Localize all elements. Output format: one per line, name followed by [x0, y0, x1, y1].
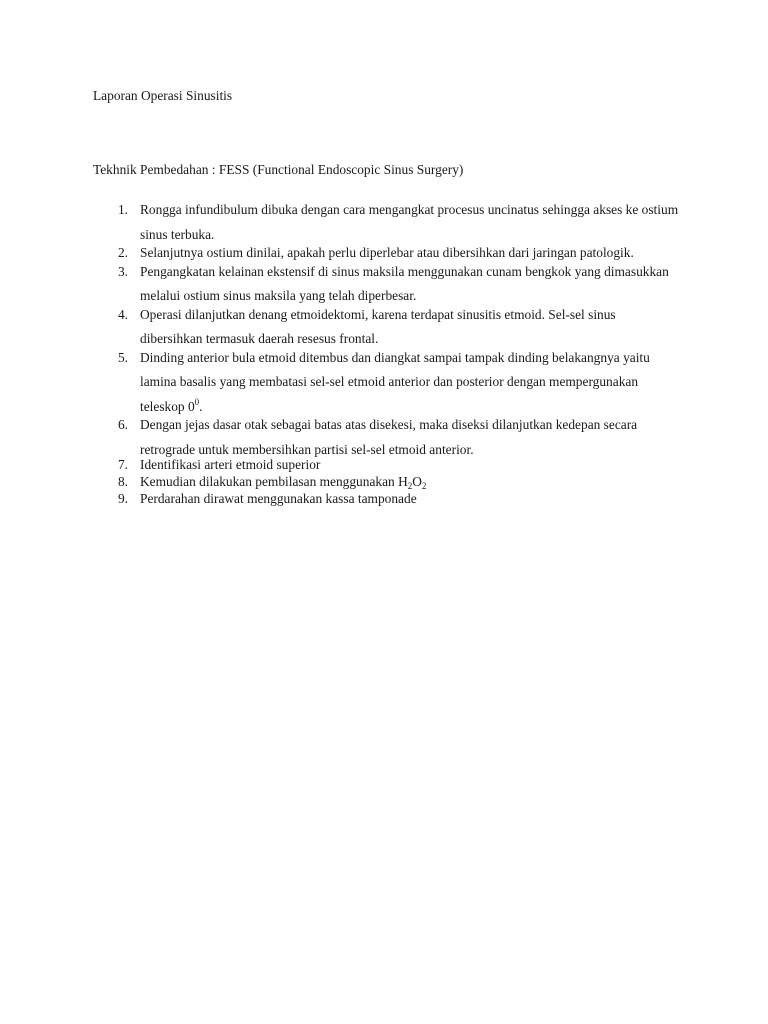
list-item-text: Selanjutnya ostium dinilai, apakah perlu diperlebar atau dibersihkan dari jaringan patologik.: [140, 245, 634, 260]
list-item: [0, 346, 680, 420]
surgical-technique-heading: Tekhnik Pembedahan : FESS (Functional Endoscopic Sinus Surgery): [93, 162, 464, 177]
list-item-text: Rongga infundibulum dibuka dengan cara mengangkat procesus uncinatus sehingga akses ke ostium sinus terbuka.: [140, 202, 679, 242]
list-item-number: 6.: [117, 417, 128, 432]
list-item-number: 2.: [117, 245, 128, 260]
degree-superscript: 0: [194, 396, 200, 407]
list-item: [0, 198, 680, 247]
formula-subscript: 2: [421, 481, 427, 491]
list-item: [0, 473, 680, 490]
formula-element: O: [412, 474, 422, 489]
list-item: [0, 303, 680, 352]
formula-subscript: 2: [407, 481, 413, 491]
list-item-text: Pengangkatan kelainan ekstensif di sinus maksila menggunakan cunam bengkok yang dimasukkan melalui ostium sinus maksila yang telah diperbesar.: [140, 263, 669, 303]
list-item-text: Identifikasi arteri etmoid superior: [140, 457, 321, 472]
list-item-text: Dengan jejas dasar otak sebagai batas atas disekesi, maka diseksi dilanjutkan kedepan secara retrograde untuk membersihkan partisi sel-sel etmoid anterior.: [140, 417, 638, 457]
list-item: [0, 490, 680, 507]
list-item-number: 8.: [117, 474, 128, 489]
list-item-number: 4.: [117, 306, 128, 322]
list-item: [0, 413, 680, 462]
list-item: [0, 260, 680, 309]
list-item-number: 7.: [117, 457, 128, 472]
list-item-text: Dinding anterior bula etmoid ditembus dan diangkat sampai tampak dinding belakangnya yaitu lamina basalis yang membatasi sel-sel etmoid anterior dan posterior dengan mempergunakan teleskop 0: [140, 349, 650, 414]
document-title: Laporan Operasi Sinusitis: [93, 88, 233, 103]
list-item-number: 9.: [117, 491, 128, 506]
list-item-number: 5.: [117, 349, 128, 365]
list-item-number: 3.: [117, 263, 128, 279]
list-item-text: Perdarahan dirawat menggunakan kassa tamponade: [140, 491, 417, 506]
list-item-text: Kemudian dilakukan pembilasan menggunakan H: [140, 474, 408, 489]
list-item-text-tail: .: [199, 398, 203, 414]
list-item-text: Operasi dilanjutkan denang etmoidektomi, karena terdapat sinusitis etmoid. Sel-sel sinus dibersihkan termasuk daerah resesus frontal.: [140, 306, 616, 346]
procedure-steps-list: [0, 198, 768, 507]
list-item-number: 1.: [117, 202, 128, 217]
list-item: [0, 456, 680, 473]
